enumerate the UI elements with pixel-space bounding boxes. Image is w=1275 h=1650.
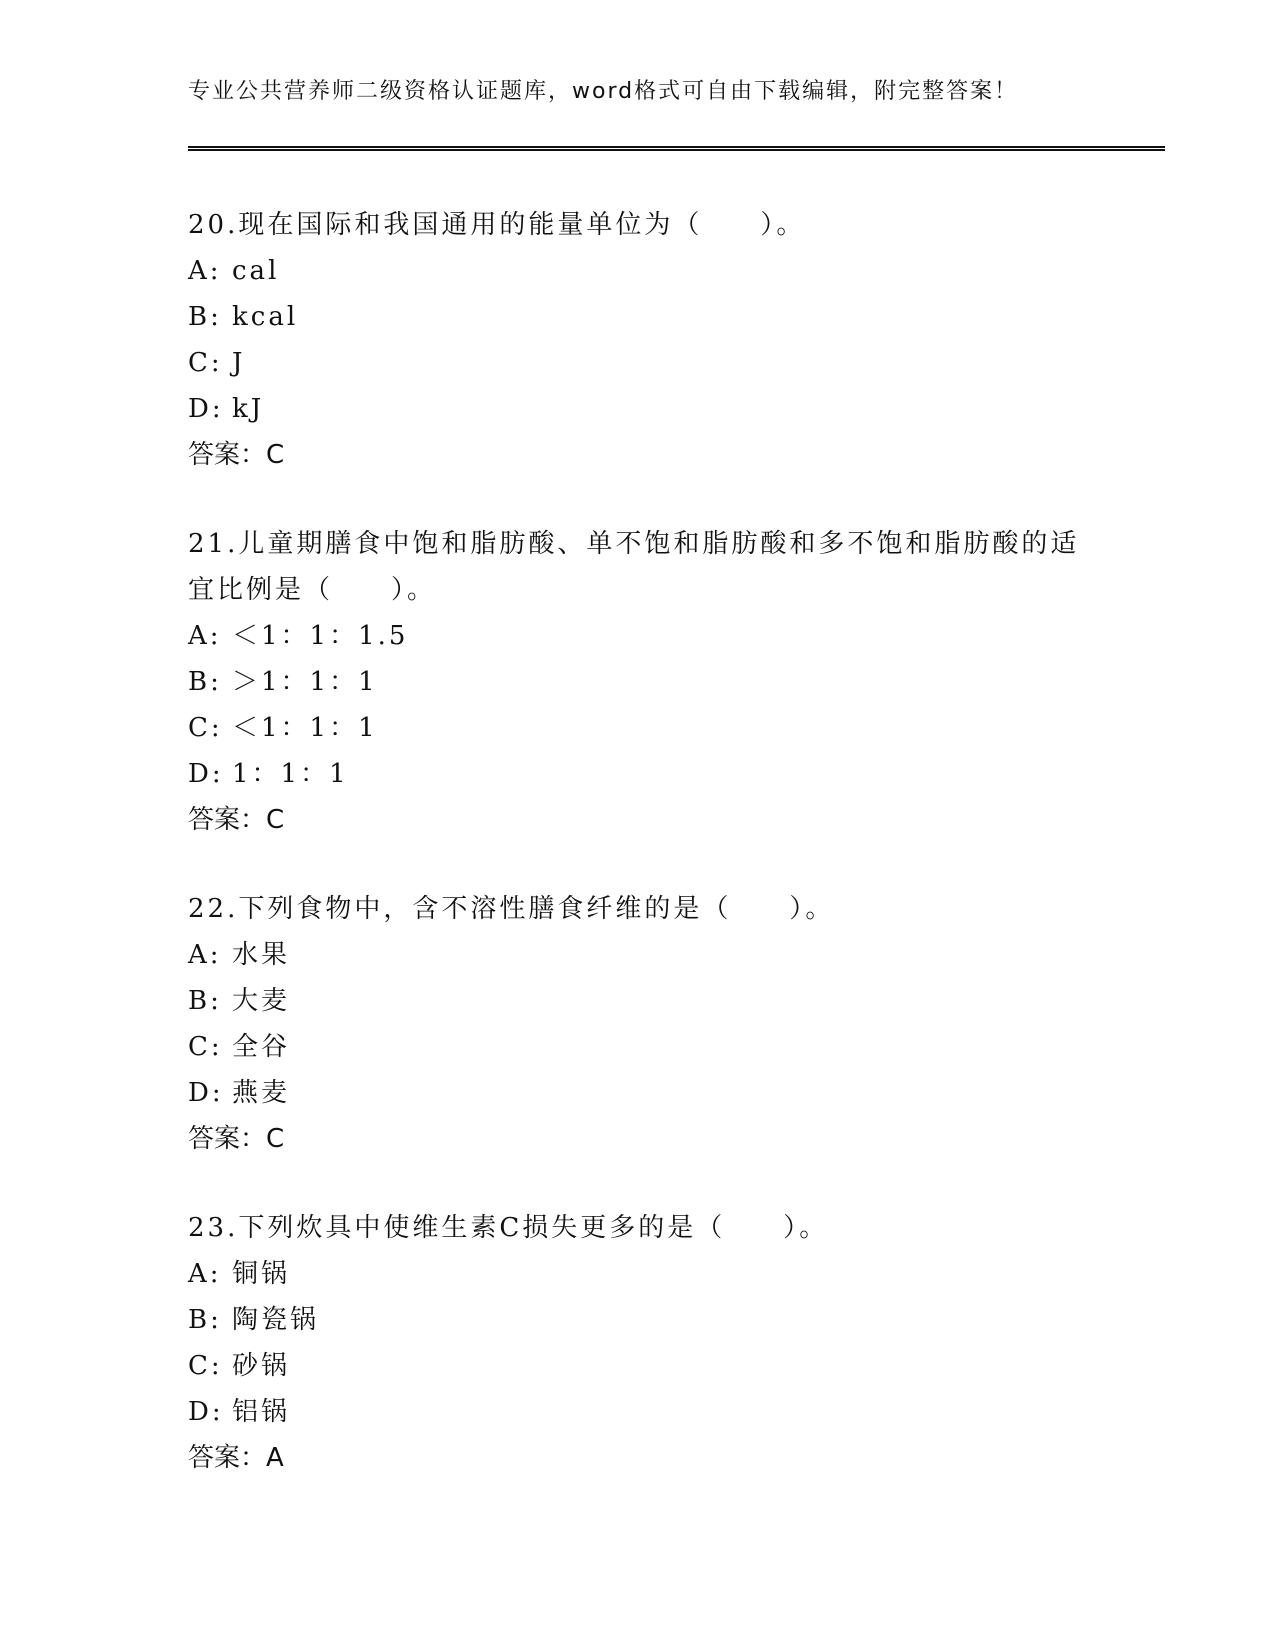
answer-line: 答案：C — [188, 440, 285, 470]
option-a — [188, 1251, 1088, 1297]
option-text: 燕麦 — [232, 1078, 291, 1108]
option-letter: B: — [188, 667, 222, 697]
option-d — [188, 1389, 1088, 1435]
option-text: ＞1：1：1 — [232, 667, 378, 697]
option-c — [188, 1343, 1088, 1389]
option-letter: C: — [188, 1032, 223, 1062]
answer-line: 答案：C — [188, 805, 285, 835]
option-d — [188, 1070, 1088, 1116]
option-letter: A: — [188, 940, 222, 970]
question-22 — [188, 886, 1088, 1162]
answer-line: 答案：C — [188, 1124, 285, 1154]
question-23 — [188, 1205, 1088, 1481]
question-stem: 20.现在国际和我国通用的能量单位为（ ）。 — [188, 210, 806, 240]
option-text: 大麦 — [232, 986, 291, 1016]
option-c — [188, 340, 1088, 386]
option-text: ＜1：1：1 — [232, 713, 378, 743]
option-a — [188, 248, 1088, 294]
option-text: 砂锅 — [232, 1351, 291, 1381]
page-header: 专业公共营养师二级资格认证题库，word格式可自由下载编辑，附完整答案！ — [188, 79, 1019, 104]
option-text: cal — [232, 256, 280, 286]
header-divider — [188, 146, 1165, 151]
option-letter: D: — [188, 394, 224, 424]
option-text: 全谷 — [232, 1032, 291, 1062]
option-a — [188, 932, 1088, 978]
option-b — [188, 1297, 1088, 1343]
option-text: kcal — [232, 302, 299, 332]
option-letter: A: — [188, 621, 222, 651]
option-text: 1：1：1 — [232, 759, 349, 789]
option-letter: B: — [188, 1305, 222, 1335]
option-d — [188, 751, 1088, 797]
question-list — [188, 202, 1088, 1524]
option-letter: D: — [188, 759, 224, 789]
option-a — [188, 613, 1088, 659]
option-b — [188, 294, 1088, 340]
option-letter: A: — [188, 256, 222, 286]
option-letter: C: — [188, 348, 223, 378]
option-b — [188, 659, 1088, 705]
option-c — [188, 705, 1088, 751]
option-text: ＜1：1：1.5 — [232, 621, 409, 651]
question-stem: 23.下列炊具中使维生素C损失更多的是（ ）。 — [188, 1213, 829, 1243]
option-text: 铜锅 — [232, 1259, 291, 1289]
option-text: 水果 — [232, 940, 291, 970]
option-letter: D: — [188, 1078, 224, 1108]
option-letter: B: — [188, 302, 222, 332]
option-b — [188, 978, 1088, 1024]
option-text: kJ — [232, 394, 265, 424]
question-stem: 22.下列食物中，含不溶性膳食纤维的是（ ）。 — [188, 894, 835, 924]
option-letter: C: — [188, 1351, 223, 1381]
question-21 — [188, 521, 1088, 843]
question-20 — [188, 202, 1088, 478]
option-letter: A: — [188, 1259, 222, 1289]
option-letter: D: — [188, 1397, 224, 1427]
option-letter: C: — [188, 713, 223, 743]
answer-line: 答案：A — [188, 1443, 284, 1473]
option-c — [188, 1024, 1088, 1070]
option-text: J — [232, 348, 246, 378]
option-text: 陶瓷锅 — [232, 1305, 320, 1335]
option-letter: B: — [188, 986, 222, 1016]
option-text: 铝锅 — [232, 1397, 291, 1427]
question-stem: 21.儿童期膳食中饱和脂肪酸、单不饱和脂肪酸和多不饱和脂肪酸的适宜比例是（ ）。 — [188, 529, 1080, 605]
option-d — [188, 386, 1088, 432]
